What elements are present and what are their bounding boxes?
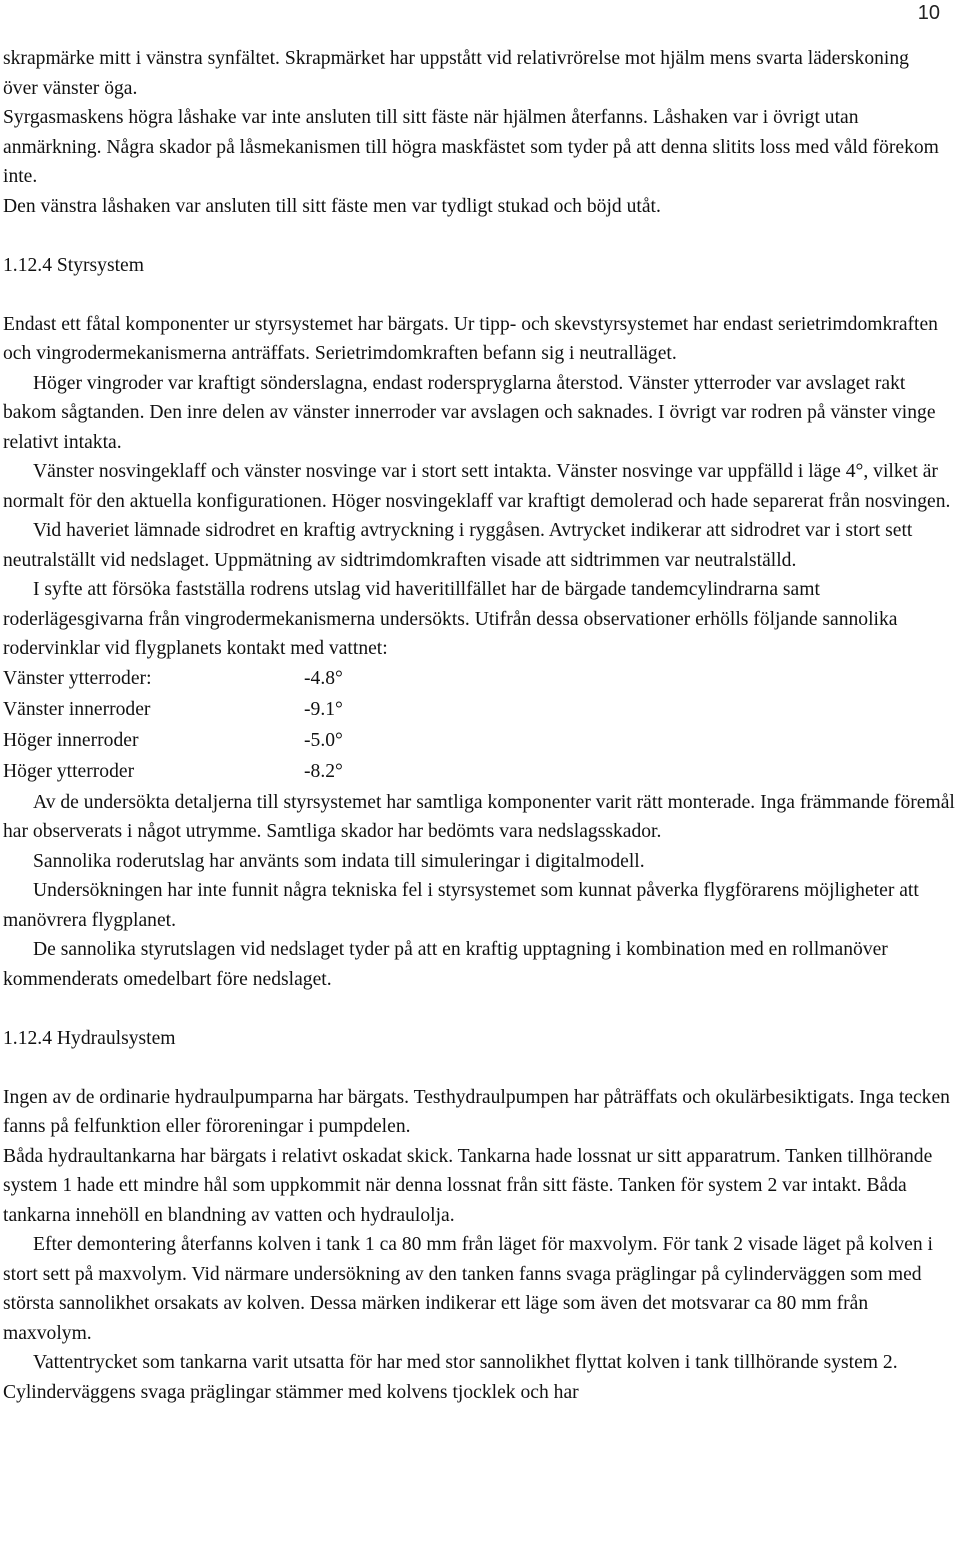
paragraph-simulering: Sannolika roderutslag har använts som indata till simuleringar i digitalmodell. [33,850,645,872]
rudder-angle: -5.0° [304,730,343,752]
page-number: 10 [917,2,940,24]
paragraph-styrsystem-montering: Av de undersökta detaljerna till styrsystemet har samtliga komponenter varit rätt monterade. Inga främmande föremål har observerats i något utrymme. Samtliga skador har bedömts vara nedslagsskador. [3,791,955,842]
rudder-angle: -4.8° [304,668,343,690]
paragraph-oxygen-mask-right-latch: Syrgasmaskens högra låshake var inte ansluten till sitt fäste när hjälmen återfanns. Låshaken var i övrigt utan anmärkning. Några skador på låsmekanismen till högra maskfästet som tyder på att denna slitits loss med våld förekom inte. [3,107,939,187]
paragraph-sidroder: Vid haveriet lämnade sidrodret en kraftig avtryckning i ryggåsen. Avtrycket indikerar att sidrodret var i stort sett neutralställt vid nedslaget. Uppmätning av sidtrimdomkraften visade att sidtrimmen var neutralställd. [3,520,913,571]
paragraph-oxygen-mask-left-latch: Den vänstra låshaken var ansluten till sitt fäste men var tydligt stukad och böjd utåt. [3,195,661,217]
paragraph-inga-tekniska-fel: Undersökningen har inte funnit några tekniska fel i styrsystemet som kunnat påverka flygförarens möjligheter att manövrera flygplanet. [3,880,919,931]
spacer [3,280,958,310]
rudder-angle-table [3,664,343,788]
rudder-name: Vänster ytterroder: [3,668,152,690]
paragraph-kolv-lage: Efter demontering återfanns kolven i tank 1 ca 80 mm från läget för maxvolym. För tank 2 visade läget på kolven i stort sett på maxvolym. Vid närmare undersökning av den tanken fanns svaga präglingar på cylinderväggen som med största sannolikhet orsakats av kolven. Dessa märken indikerar ett läge som även det motsvarar ca 80 mm från maxvolym. [3,1234,933,1344]
rudder-angle: -9.1° [304,699,343,721]
paragraph-vattentryck: Vattentrycket som tankarna varit utsatta för har med stor sannolikhet flyttat kolven i tank tillhörande system 2. Cylinderväggens svaga präglingar stämmer med kolvens tjocklek och har [3,1352,898,1403]
table-row [3,664,343,695]
paragraph-vingroder: Höger vingroder var kraftigt sönderslagna, endast roderspryglarna återstod. Vänster ytterroder var avslaget rakt bakom sågtanden. Den inre delen av vänster innerroder var avslagen och saknades. I övrigt var rodren på vänster vinge relativt intakta. [3,372,936,453]
section-heading-styrsystem: 1.12.4 Styrsystem [3,254,144,276]
table-row [3,726,343,757]
paragraph-styrsystem-components: Endast ett fåtal komponenter ur styrsystemet har bärgats. Ur tipp- och skevstyrsystemet har endast serietrimdomkraften och vingrodermekanismerna anträffats. Serietrimdomkraften befann sig i neutralläget. [3,313,938,364]
spacer [3,994,958,1024]
rudder-name: Höger ytterroder [3,761,135,783]
paragraph-styrutslag: De sannolika styrutslagen vid nedslaget tyder på att en kraftig upptagning i kombination med en rollmanöver kommenderats omedelbart före nedslaget. [3,939,888,990]
rudder-name: Höger innerroder [3,730,139,752]
document-body [3,44,958,1407]
paragraph-helmet-scratch: skrapmärke mitt i vänstra synfältet. Skrapmärket har uppstått vid relativrörelse mot hjälm mens svarta läderskoning över vänster öga. [3,48,909,99]
table-row [3,757,343,788]
paragraph-hydraulpumpar: Ingen av de ordinarie hydraulpumparna har bärgats. Testhydraulpumpen har påträffats och okulärbesiktigats. Inga tecken fanns på felfunktion eller föroreningar i pumpdelen. [3,1086,950,1137]
paragraph-rodervinklar-intro: I syfte att försöka fastställa rodrens utslag vid haveritillfället har de bärgade tandemcylindrarna samt roderlägesgivarna från vingrodermekanismerna undersökts. Utifrån dessa observationer erhölls följande sannolika rodervinklar vid flygplanets kontakt med vattnet: [3,579,898,659]
table-row [3,695,343,726]
rudder-name: Vänster innerroder [3,699,151,721]
spacer [3,1053,958,1083]
rudder-angle: -8.2° [304,761,343,783]
section-heading-hydraulsystem: 1.12.4 Hydraulsystem [3,1027,176,1049]
paragraph-nosvinge: Vänster nosvingeklaff och vänster nosvinge var i stort sett intakta. Vänster nosvinge var uppfälld i läge 4°, vilket är normalt för den aktuella konfigurationen. Höger nosvingeklaff var kraftigt demolerad och hade separerat från nosvingen. [3,461,951,512]
paragraph-hydraultankar: Båda hydraultankarna har bärgats i relativt oskadat skick. Tankarna hade lossnat ur sitt apparatrum. Tanken tillhörande system 1 hade ett mindre hål som uppkommit när denna lossnat från sitt fäste. Tanken för system 2 var intakt. Båda tankarna innehöll en blandning av vatten och hydraulolja. [3,1145,933,1226]
spacer [3,221,958,251]
